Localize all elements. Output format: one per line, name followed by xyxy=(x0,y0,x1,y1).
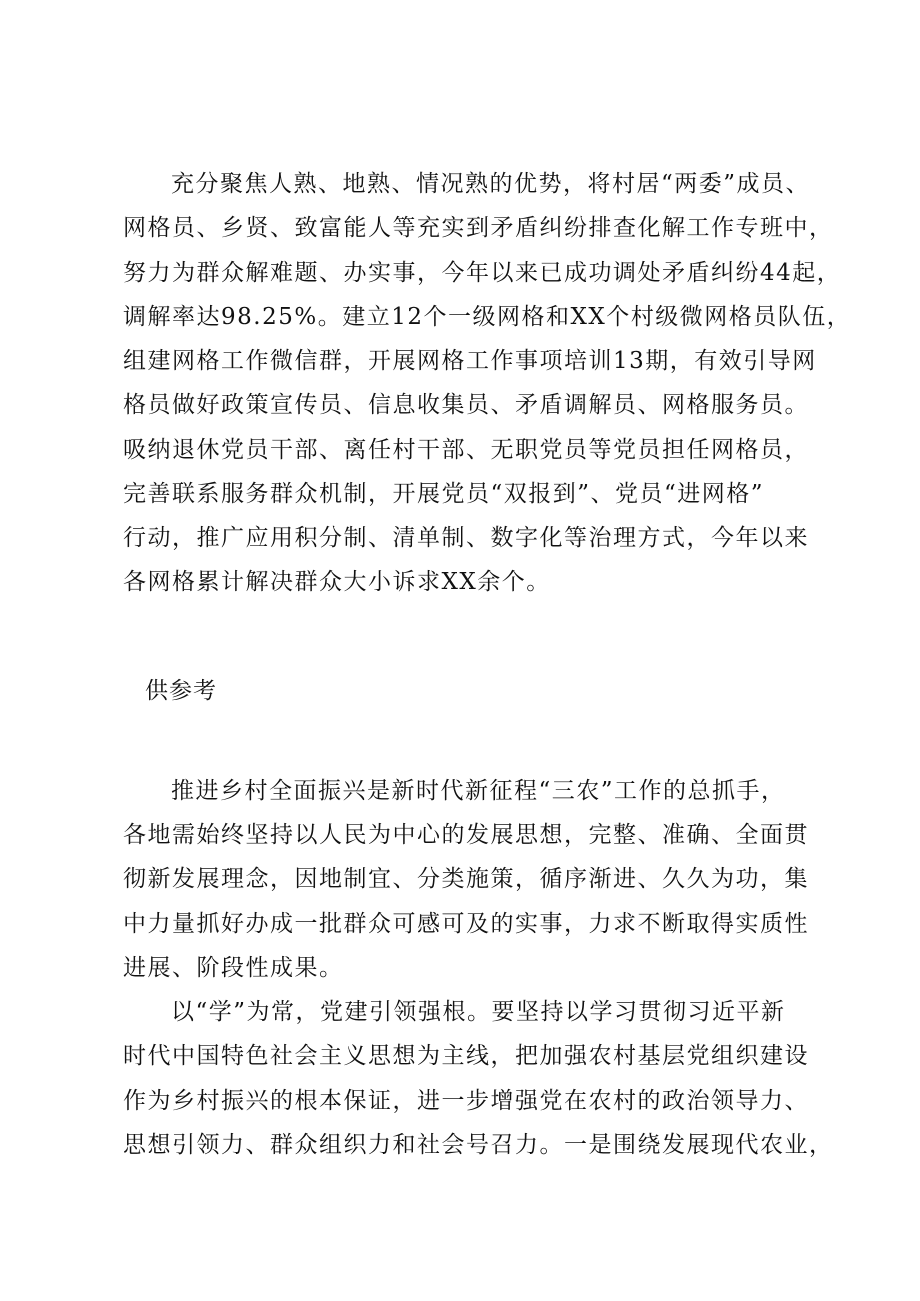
text-line: 以“学”为常，党建引领强根。要坚持以学习贯彻习近平新 xyxy=(171,999,786,1025)
text-line: 格员做好政策宣传员、信息收集员、矛盾调解员、网格服务员。 xyxy=(123,392,809,419)
text-line: 努力为群众解难题、办实事，今年以来已成功调处矛盾纠纷44起， xyxy=(123,259,842,286)
text-line: 中力量抓好办成一批群众可感可及的实事，力求不断取得实质性 xyxy=(123,910,809,937)
text-line: 行动，推广应用积分制、清单制、数字化等治理方式，今年以来 xyxy=(123,525,809,551)
text-line: 完善联系服务群众机制，开展党员“双报到”、党员“进网格” xyxy=(123,480,765,507)
text-line: 各网格累计解决群众大小诉求XX余个。 xyxy=(123,569,551,596)
spacer xyxy=(123,605,813,669)
text-line: 调解率达98.25%。建立12个一级网格和XX个村级微网格员队伍， xyxy=(123,303,852,330)
paragraph-grid-management xyxy=(123,162,852,605)
spacer xyxy=(123,713,813,769)
document-body xyxy=(123,162,852,1167)
text-line: 作为乡村振兴的根本保证，进一步增强党在农村的政治领导力、 xyxy=(123,1087,809,1114)
text-line: 彻新发展理念，因地制宜、分类施策，循序渐进、久久为功，集 xyxy=(123,866,809,893)
text-line: 吸纳退休党员干部、离任村干部、无职党员等党员担任网格员， xyxy=(123,436,809,463)
text-line: 时代中国特色社会主义思想为主线，把加强农村基层党组织建设 xyxy=(123,1043,809,1070)
text-line: 组建网格工作微信群，开展网格工作事项培训13期，有效引导网 xyxy=(123,348,817,374)
text-line: 充分聚焦人熟、地熟、情况熟的优势，将村居“两委”成员、 xyxy=(171,171,811,197)
text-line: 思想引领力、群众组织力和社会号召力。一是围绕发展现代农业， xyxy=(123,1131,834,1158)
paragraph-rural-revitalization xyxy=(123,769,813,990)
text-line: 网格员、乡贤、致富能人等充实到矛盾纠纷排查化解工作专班中， xyxy=(123,215,834,242)
text-line: 各地需始终坚持以人民为中心的发展思想，完整、准确、全面贯 xyxy=(123,822,809,848)
paragraph-party-building xyxy=(123,990,834,1167)
reference-note: 供参考 xyxy=(145,677,217,704)
text-line: 进展、阶段性成果。 xyxy=(123,954,344,981)
text-line: 推进乡村全面振兴是新时代新征程“三农”工作的总抓手， xyxy=(171,777,786,804)
